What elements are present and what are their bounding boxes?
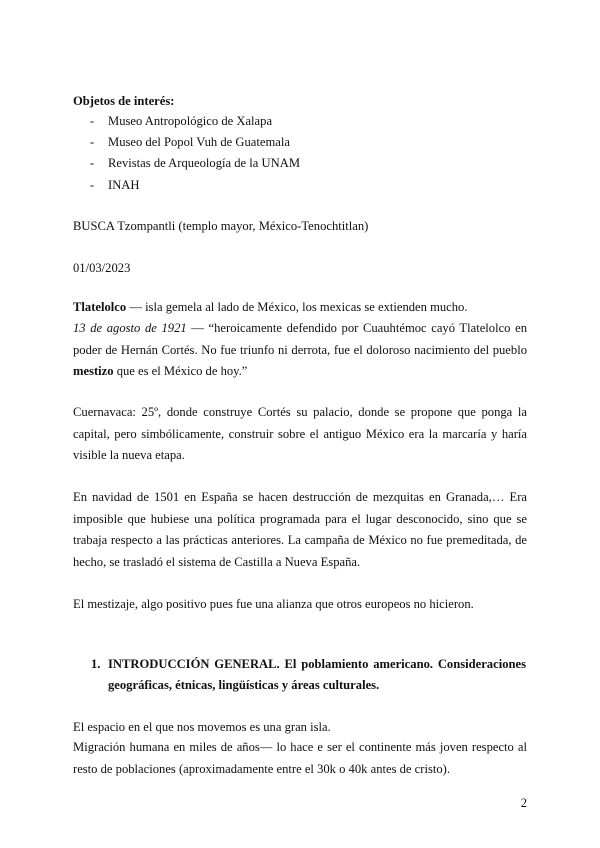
objects-heading: Objetos de interés: xyxy=(73,94,175,108)
tlatelolco-paragraph xyxy=(73,297,527,319)
list-dash: - xyxy=(90,114,95,128)
quote-text: — “heroicamente defendido por Cuauhtémoc cayó Tlatelolco en poder de Hernán Cortés. No fue triunfo ni derrota, fue el doloroso nacimiento del pueblo xyxy=(73,321,527,357)
section-number: 1. xyxy=(91,657,101,671)
list-item-text: Museo Antropológico de Xalapa xyxy=(108,114,273,128)
page-number: 2 xyxy=(520,796,527,810)
quote-paragraph xyxy=(73,318,527,383)
section-title: INTRODUCCIÓN GENERAL. El poblamiento americano. Consideraciones geográficas, étnicas, lingüísticas y áreas culturales. xyxy=(108,657,526,692)
list-dash: - xyxy=(90,135,95,149)
mestizaje-paragraph: El mestizaje, algo positivo pues fue una alianza que otros europeos no hicieron. xyxy=(73,597,474,611)
quote-emphasis: mestizo xyxy=(73,364,114,378)
list-item-text: Museo del Popol Vuh de Guatemala xyxy=(108,135,290,149)
list-dash: - xyxy=(90,178,95,192)
busca-line: BUSCA Tzompantli (templo mayor, México-Tenochtitlan) xyxy=(73,219,369,233)
navidad-paragraph: En navidad de 1501 en España se hacen destrucción de mezquitas en Granada,… Era imposible que hubiese una política programada para el lugar desconocido, sino que se trabaja respecto a las prácticas anteriores. La campaña de México no fue premeditada, de hecho, se trasladó el sistema de Castilla a Nueva España. xyxy=(73,490,527,569)
quote-text-end: que es el México de hoy.” xyxy=(113,364,248,378)
quote-date: 13 de agosto de 1921 xyxy=(73,321,187,335)
tlatelolco-term: Tlatelolco xyxy=(73,300,127,314)
list-item-text: INAH xyxy=(108,178,140,192)
cuernavaca-paragraph: Cuernavaca: 25º, donde construye Cortés su palacio, donde se propone que ponga la capital, pero simbólicamente, construir sobre el antiguo México era la marcaría y haría visible la nueva etapa. xyxy=(73,405,527,462)
tlatelolco-text: — isla gemela al lado de México, los mexicas se extienden mucho. xyxy=(126,300,468,314)
list-dash: - xyxy=(90,156,95,170)
list-item-text: Revistas de Arqueología de la UNAM xyxy=(108,156,301,170)
date-line: 01/03/2023 xyxy=(73,261,131,275)
espacio-paragraph: El espacio en el que nos movemos es una gran isla. xyxy=(73,720,331,734)
migracion-paragraph: Migración humana en miles de años— lo hace e ser el continente más joven respecto al resto de poblaciones (aproximadamente entre el 30k o 40k antes de cristo). xyxy=(73,740,527,776)
